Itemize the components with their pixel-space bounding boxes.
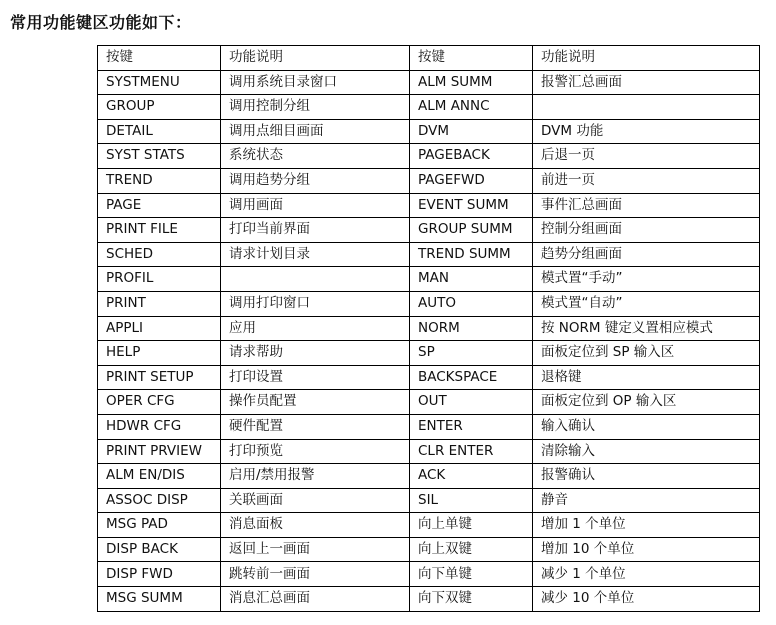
key-cell: DETAIL (98, 119, 221, 144)
description-cell: 消息汇总画面 (221, 587, 410, 612)
table-row (98, 95, 760, 120)
description-cell: 操作员配置 (221, 390, 410, 415)
key-cell: ALM EN/DIS (98, 464, 221, 489)
description-cell: 打印设置 (221, 365, 410, 390)
table-row (98, 562, 760, 587)
table-row (98, 439, 760, 464)
description-cell: 减少 10 个单位 (533, 587, 760, 612)
description-cell: 调用点细目画面 (221, 119, 410, 144)
description-cell: 控制分组画面 (533, 218, 760, 243)
table-body (98, 70, 760, 611)
table-row (98, 144, 760, 169)
page-heading: 常用功能键区功能如下： (10, 13, 192, 32)
table-row (98, 365, 760, 390)
table-row (98, 291, 760, 316)
key-cell: MSG PAD (98, 513, 221, 538)
key-cell: 向上单键 (410, 513, 533, 538)
description-cell: 跳转前一画面 (221, 562, 410, 587)
description-cell: 增加 1 个单位 (533, 513, 760, 538)
key-cell: DVM (410, 119, 533, 144)
key-cell: SCHED (98, 242, 221, 267)
description-cell: 调用打印窗口 (221, 291, 410, 316)
key-cell: ALM ANNC (410, 95, 533, 120)
description-cell: DVM 功能 (533, 119, 760, 144)
description-cell: 应用 (221, 316, 410, 341)
key-cell: ENTER (410, 414, 533, 439)
key-cell: APPLI (98, 316, 221, 341)
description-cell: 前进一页 (533, 168, 760, 193)
key-cell: NORM (410, 316, 533, 341)
key-cell: GROUP SUMM (410, 218, 533, 243)
key-cell: DISP FWD (98, 562, 221, 587)
table-row (98, 513, 760, 538)
key-cell: CLR ENTER (410, 439, 533, 464)
table-row (98, 464, 760, 489)
key-cell: SYSTMENU (98, 70, 221, 95)
key-cell: OUT (410, 390, 533, 415)
key-cell: TREND (98, 168, 221, 193)
description-cell: 面板定位到 SP 输入区 (533, 341, 760, 366)
key-cell: MSG SUMM (98, 587, 221, 612)
description-cell: 返回上一画面 (221, 537, 410, 562)
table-header-row (98, 46, 760, 71)
key-cell: PRINT FILE (98, 218, 221, 243)
key-cell: SP (410, 341, 533, 366)
table-row (98, 193, 760, 218)
description-cell (533, 95, 760, 120)
table-row (98, 267, 760, 292)
key-cell: PAGEBACK (410, 144, 533, 169)
description-cell: 打印预览 (221, 439, 410, 464)
header-key: 按键 (98, 46, 221, 71)
header-key: 按键 (410, 46, 533, 71)
description-cell: 趋势分组画面 (533, 242, 760, 267)
key-cell: SIL (410, 488, 533, 513)
key-cell: EVENT SUMM (410, 193, 533, 218)
description-cell: 面板定位到 OP 输入区 (533, 390, 760, 415)
description-cell: 调用系统目录窗口 (221, 70, 410, 95)
description-cell: 打印当前界面 (221, 218, 410, 243)
table-row (98, 537, 760, 562)
description-cell: 退格键 (533, 365, 760, 390)
key-cell: PRINT PRVIEW (98, 439, 221, 464)
key-cell: MAN (410, 267, 533, 292)
function-key-table (97, 45, 760, 612)
key-cell: 向下双键 (410, 587, 533, 612)
key-cell: TREND SUMM (410, 242, 533, 267)
description-cell: 按 NORM 键定义置相应模式 (533, 316, 760, 341)
key-cell: PRINT SETUP (98, 365, 221, 390)
description-cell: 报警确认 (533, 464, 760, 489)
description-cell: 静音 (533, 488, 760, 513)
header-description: 功能说明 (533, 46, 760, 71)
table-row (98, 390, 760, 415)
description-cell: 调用画面 (221, 193, 410, 218)
description-cell: 报警汇总画面 (533, 70, 760, 95)
key-cell: GROUP (98, 95, 221, 120)
key-cell: ASSOC DISP (98, 488, 221, 513)
key-cell: PAGE (98, 193, 221, 218)
description-cell: 消息面板 (221, 513, 410, 538)
key-cell: PROFIL (98, 267, 221, 292)
key-cell: ACK (410, 464, 533, 489)
description-cell (221, 267, 410, 292)
description-cell: 启用/禁用报警 (221, 464, 410, 489)
key-cell: SYST STATS (98, 144, 221, 169)
key-cell: PAGEFWD (410, 168, 533, 193)
header-description: 功能说明 (221, 46, 410, 71)
table-row (98, 341, 760, 366)
description-cell: 模式置“自动” (533, 291, 760, 316)
description-cell: 请求计划目录 (221, 242, 410, 267)
key-cell: ALM SUMM (410, 70, 533, 95)
description-cell: 系统状态 (221, 144, 410, 169)
table-row (98, 414, 760, 439)
table-row (98, 218, 760, 243)
description-cell: 清除输入 (533, 439, 760, 464)
description-cell: 模式置“手动” (533, 267, 760, 292)
key-cell: BACKSPACE (410, 365, 533, 390)
table-row (98, 488, 760, 513)
description-cell: 调用趋势分组 (221, 168, 410, 193)
description-cell: 增加 10 个单位 (533, 537, 760, 562)
description-cell: 调用控制分组 (221, 95, 410, 120)
table-row (98, 587, 760, 612)
table-row (98, 242, 760, 267)
table-row (98, 168, 760, 193)
table-row (98, 70, 760, 95)
key-cell: OPER CFG (98, 390, 221, 415)
key-cell: AUTO (410, 291, 533, 316)
description-cell: 输入确认 (533, 414, 760, 439)
table-row (98, 119, 760, 144)
key-cell: HELP (98, 341, 221, 366)
description-cell: 请求帮助 (221, 341, 410, 366)
key-cell: DISP BACK (98, 537, 221, 562)
table-row (98, 316, 760, 341)
key-cell: HDWR CFG (98, 414, 221, 439)
key-cell: 向下单键 (410, 562, 533, 587)
description-cell: 减少 1 个单位 (533, 562, 760, 587)
key-cell: 向上双键 (410, 537, 533, 562)
description-cell: 后退一页 (533, 144, 760, 169)
description-cell: 硬件配置 (221, 414, 410, 439)
description-cell: 事件汇总画面 (533, 193, 760, 218)
key-cell: PRINT (98, 291, 221, 316)
description-cell: 关联画面 (221, 488, 410, 513)
